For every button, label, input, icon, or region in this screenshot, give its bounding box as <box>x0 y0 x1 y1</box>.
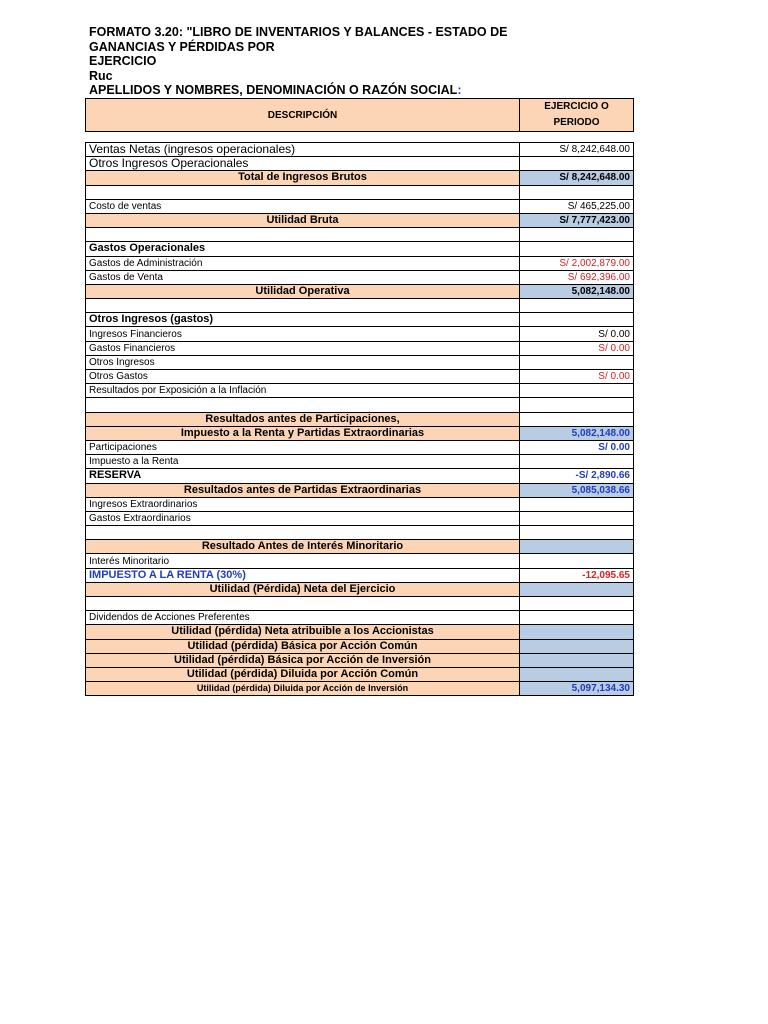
table-row <box>86 355 634 369</box>
document-header <box>89 25 629 98</box>
row-label: Utilidad (pérdida) Diluida por Acción de Inversión <box>86 682 520 696</box>
row-label: Resultados antes de Participaciones, <box>86 412 520 426</box>
table-row <box>86 582 634 596</box>
table-row <box>86 625 634 639</box>
row-label: Costo de ventas <box>86 199 520 213</box>
row-label: Ingresos Financieros <box>86 327 520 341</box>
table-row <box>86 256 634 270</box>
row-value <box>520 639 634 653</box>
row-label: Participaciones <box>86 440 520 454</box>
table-row <box>86 384 634 398</box>
table-row <box>86 682 634 696</box>
row-value <box>520 157 634 171</box>
row-label: IMPUESTO A LA RENTA (30%) <box>86 568 520 582</box>
table-row <box>86 284 634 298</box>
table-row <box>86 597 634 611</box>
row-value: S/ 692,396.00 <box>520 270 634 284</box>
row-value <box>520 384 634 398</box>
row-label: Utilidad (Pérdida) Neta del Ejercicio <box>86 582 520 596</box>
row-label: Utilidad (pérdida) Básica por Acción de Inversión <box>86 653 520 667</box>
row-label: Otros Ingresos <box>86 355 520 369</box>
row-value: S/ 8,242,648.00 <box>520 171 634 185</box>
razon-social-label: APELLIDOS Y NOMBRES, DENOMINACIÓN O RAZÓN SOCIAL: <box>89 83 462 97</box>
row-value <box>520 653 634 667</box>
row-label: Utilidad (pérdida) Diluida por Acción Común <box>86 667 520 681</box>
row-label: Dividendos de Acciones Preferentes <box>86 611 520 625</box>
row-label: Otros Gastos <box>86 370 520 384</box>
row-value: S/ 2,002,879.00 <box>520 256 634 270</box>
table-row <box>86 370 634 384</box>
table-row <box>86 185 634 199</box>
row-label: Impuesto a la Renta y Partidas Extraordinarias <box>86 426 520 440</box>
row-value <box>520 554 634 568</box>
row-label: Otros Ingresos Operacionales <box>86 157 520 171</box>
column-header-row <box>86 99 634 132</box>
format-subtitle: GANANCIAS Y PÉRDIDAS POR <box>89 39 275 54</box>
row-value <box>520 667 634 681</box>
row-label: Gastos de Venta <box>86 270 520 284</box>
row-label: Impuesto a la Renta <box>86 455 520 469</box>
ejercicio-label: EJERCICIO <box>89 54 157 68</box>
row-label: Gastos Financieros <box>86 341 520 355</box>
table-row <box>86 611 634 625</box>
row-value: S/ 465,225.00 <box>520 199 634 213</box>
row-value <box>520 611 634 625</box>
descripcion-header: DESCRIPCIÓN <box>86 99 520 132</box>
row-label: Resultados antes de Partidas Extraordinarias <box>86 483 520 497</box>
table-row <box>86 313 634 327</box>
row-value <box>520 540 634 554</box>
row-value: 5,082,148.00 <box>520 284 634 298</box>
row-value: S/ 0.00 <box>520 440 634 454</box>
table-row <box>86 554 634 568</box>
row-label: Utilidad (pérdida) Neta atribuible a los Accionistas <box>86 625 520 639</box>
row-value <box>520 511 634 525</box>
ruc-label: Ruc <box>89 68 113 83</box>
row-label: Gastos Extraordinarios <box>86 511 520 525</box>
table-row <box>86 653 634 667</box>
row-value: -12,095.65 <box>520 568 634 582</box>
row-value <box>520 355 634 369</box>
row-label: Interés Minoritario <box>86 554 520 568</box>
table-row <box>86 667 634 681</box>
table-row <box>86 341 634 355</box>
column-header-table <box>85 98 634 132</box>
row-label: Gastos Operacionales <box>86 242 520 256</box>
row-label: Resultados por Exposición a la Inflación <box>86 384 520 398</box>
table-row <box>86 426 634 440</box>
table-row <box>86 171 634 185</box>
row-value: 5,097,134.30 <box>520 682 634 696</box>
table-row <box>86 568 634 582</box>
row-value <box>520 497 634 511</box>
row-label: Utilidad Operativa <box>86 284 520 298</box>
row-label: Ingresos Extraordinarios <box>86 497 520 511</box>
row-label: Ventas Netas (ingresos operacionales) <box>86 143 520 157</box>
income-statement-table <box>85 142 634 696</box>
row-label: RESERVA <box>86 469 520 483</box>
table-row <box>86 497 634 511</box>
ejercicio-header: EJERCICIO O PERIODO <box>520 99 634 132</box>
table-row <box>86 483 634 497</box>
row-value: 5,082,148.00 <box>520 426 634 440</box>
row-value: S/ 0.00 <box>520 370 634 384</box>
table-row <box>86 213 634 227</box>
row-value <box>520 582 634 596</box>
table-row <box>86 440 634 454</box>
table-row <box>86 242 634 256</box>
table-row <box>86 526 634 540</box>
row-value <box>520 625 634 639</box>
row-label: Resultado Antes de Interés Minoritario <box>86 540 520 554</box>
row-value: S/ 8,242,648.00 <box>520 143 634 157</box>
table-row <box>86 143 634 157</box>
table-row <box>86 228 634 242</box>
table-row <box>86 398 634 412</box>
row-value: -S/ 2,890.66 <box>520 469 634 483</box>
row-label: Otros Ingresos (gastos) <box>86 313 520 327</box>
row-label: Total de Ingresos Brutos <box>86 171 520 185</box>
row-value <box>520 455 634 469</box>
table-row <box>86 639 634 653</box>
row-value: S/ 7,777,423.00 <box>520 213 634 227</box>
table-row <box>86 412 634 426</box>
row-label: Utilidad Bruta <box>86 213 520 227</box>
table-row <box>86 270 634 284</box>
table-row <box>86 511 634 525</box>
table-row <box>86 455 634 469</box>
table-row <box>86 157 634 171</box>
row-value: S/ 0.00 <box>520 341 634 355</box>
row-value: S/ 0.00 <box>520 327 634 341</box>
format-title: FORMATO 3.20: "LIBRO DE INVENTARIOS Y BALANCES - ESTADO DE <box>89 25 508 39</box>
table-row <box>86 327 634 341</box>
row-value: 5,085,038.66 <box>520 483 634 497</box>
table-row <box>86 299 634 313</box>
table-row <box>86 199 634 213</box>
row-label: Gastos de Administración <box>86 256 520 270</box>
table-row <box>86 469 634 483</box>
table-row <box>86 540 634 554</box>
row-label: Utilidad (pérdida) Básica por Acción Común <box>86 639 520 653</box>
